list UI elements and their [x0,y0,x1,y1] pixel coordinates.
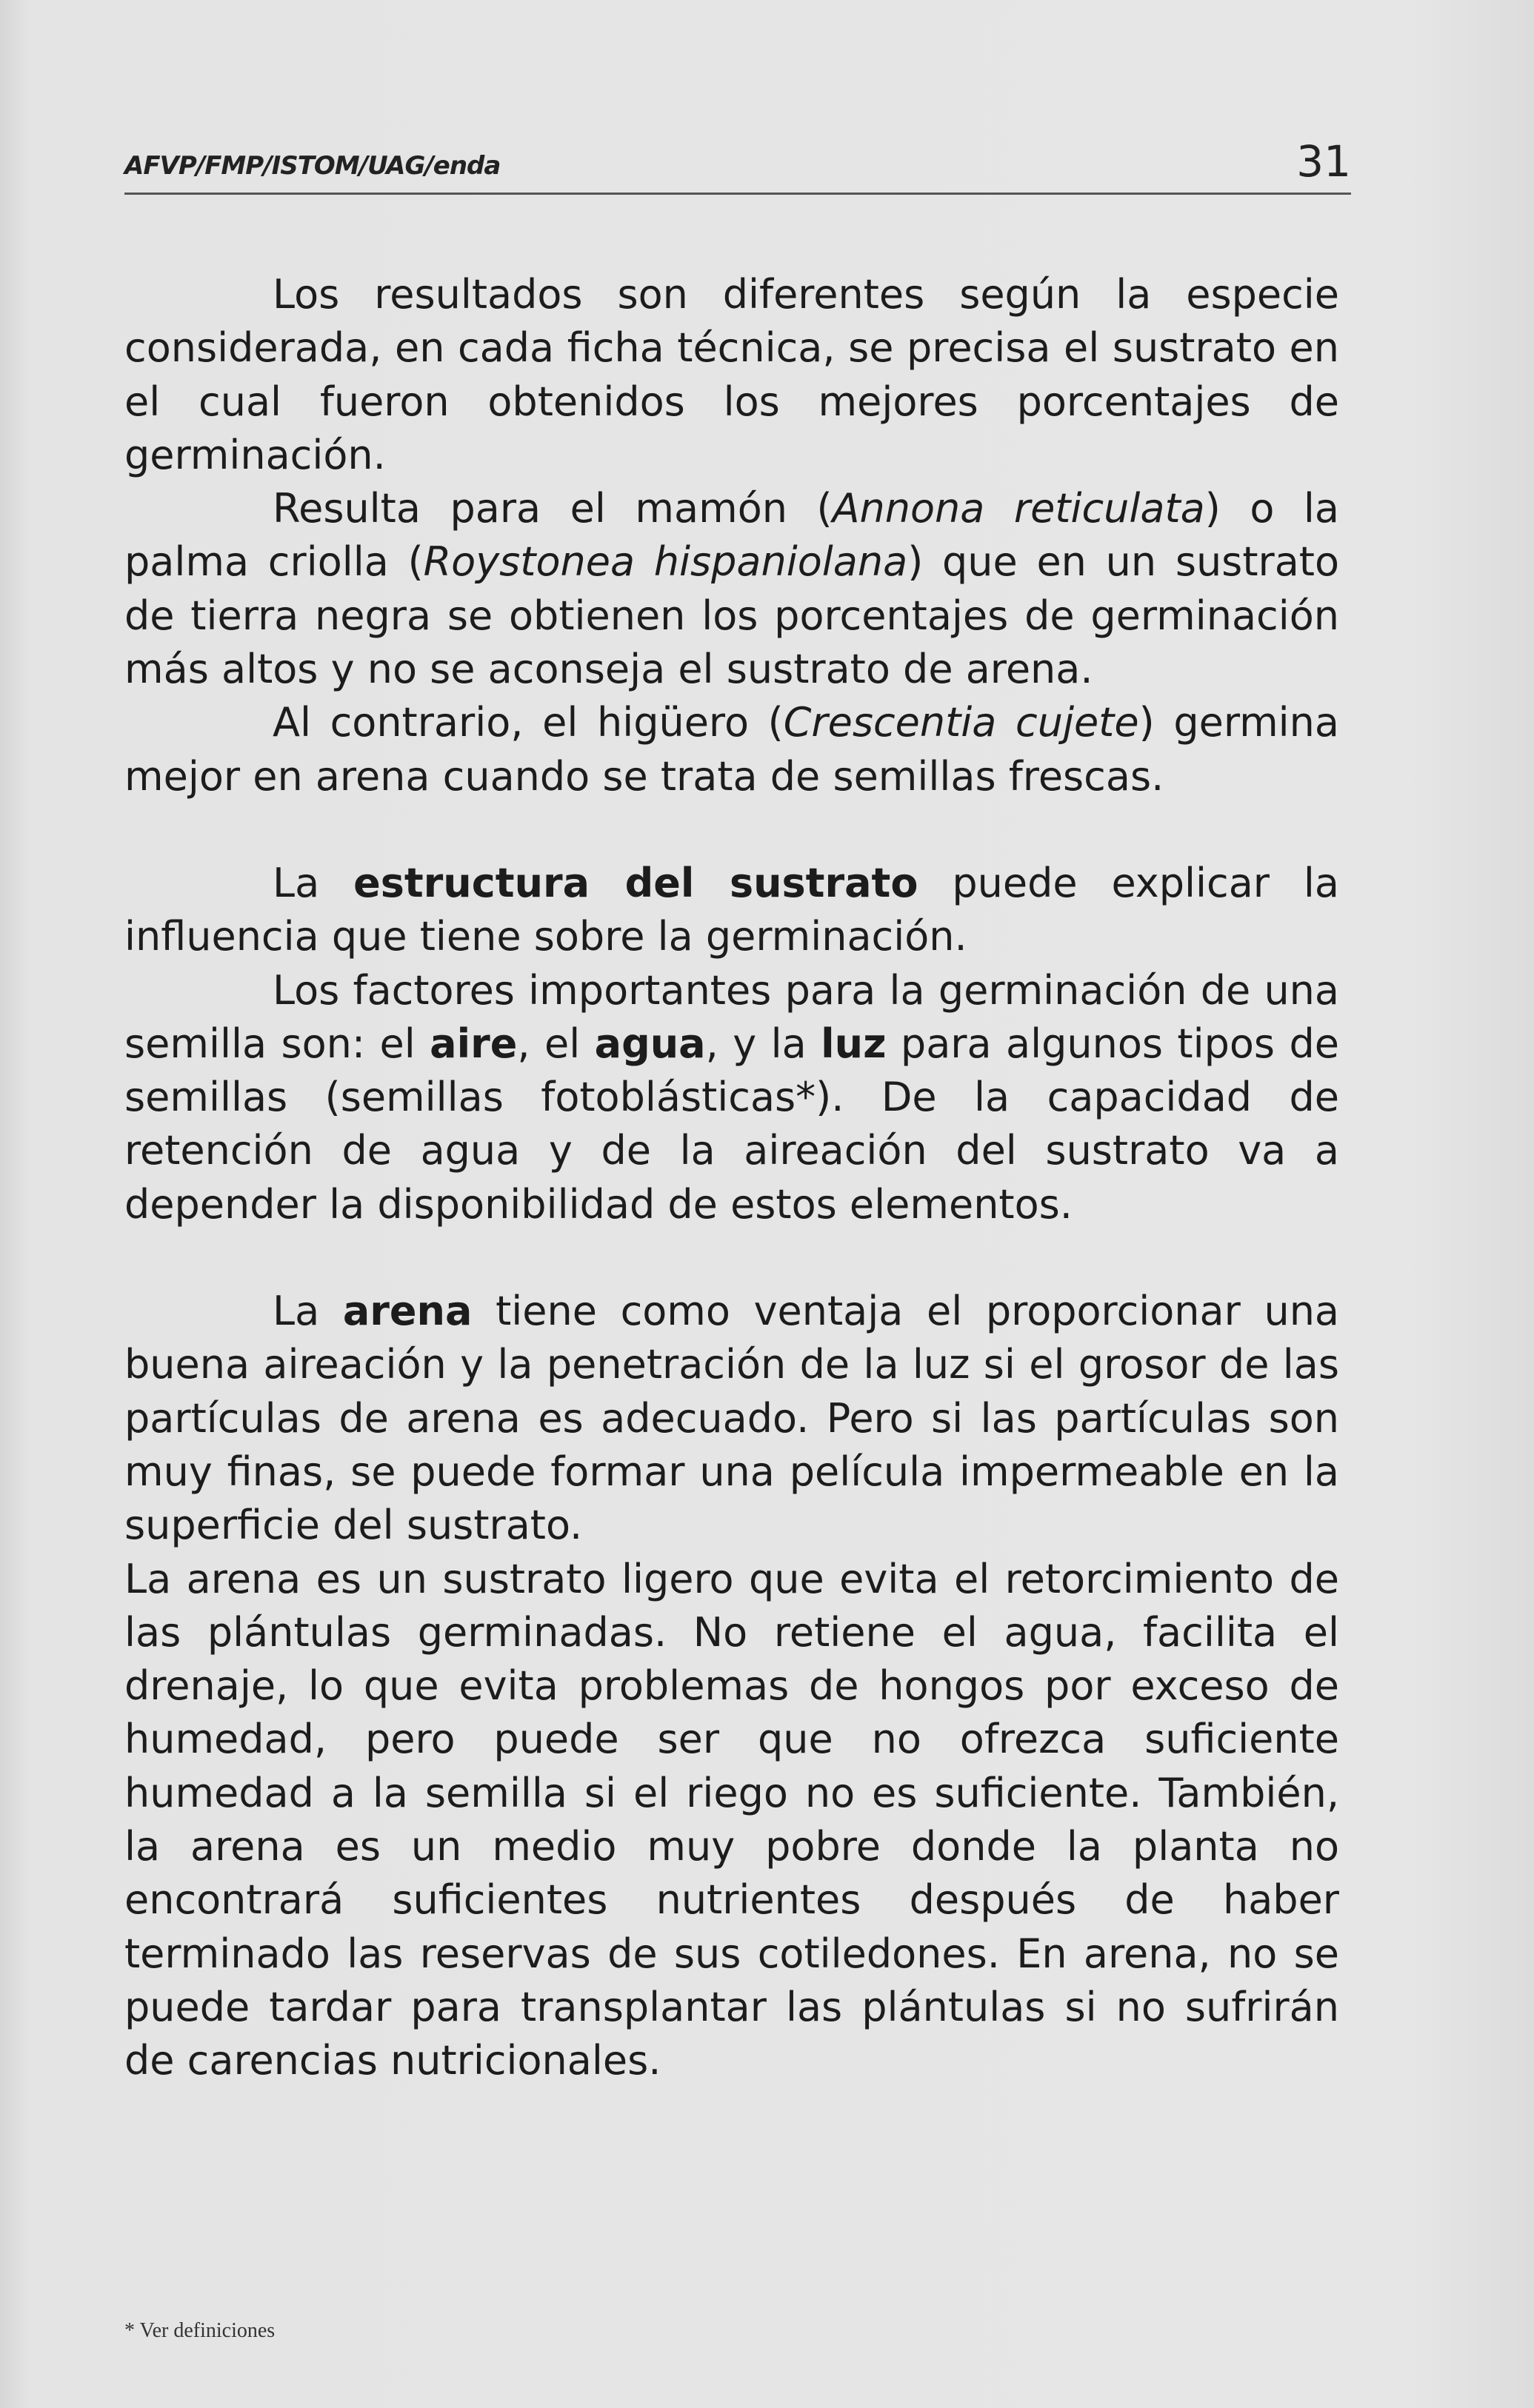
paragraph-arena: La arena tiene como ventaja el proporcionar una buena aireación y la penetración de la luz si el grosor de las partículas de arena es adecuado. Pero si las partículas son muy finas, se puede formar una película impermeable en la superficie del sustrato. [124,1288,1340,1549]
species-roystonea: Roystonea hispaniolana [423,538,908,586]
term-estructura: estructura del sustrato [353,859,918,906]
running-head: AFVP/FMP/ISTOM/UAG/enda [124,151,501,181]
paragraph-mamon: Resulta para el mamón (Annona reticulata) o la palma criolla (Roystonea hispaniolana) que en un sustrato de tierra negra se obtienen los porcentajes de germinación más altos y no se aconseja el sustrato de arena. [124,485,1340,693]
term-aire: aire [430,1020,518,1067]
term-arena: arena [342,1288,473,1335]
page-number: 31 [1296,136,1351,187]
page-header [124,133,1351,195]
term-agua: agua [594,1020,706,1067]
paragraph-factores: Los factores importantes para la germinación de una semilla son: el aire, el agua, y la luz para algunos tipos de semillas (semillas fotoblásticas*). De la capacidad de retención de agua y de la aireación del sustrato va a depender la disponibilidad de estos elementos. [124,966,1339,1228]
term-luz: luz [821,1020,887,1067]
paragraph-estructura: La estructura del sustrato puede explicar la influencia que tiene sobre la germinación. [124,859,1340,960]
paragraph-arena-details: La arena es un sustrato ligero que evita el retorcimiento de las plántulas germinadas. No retiene el agua, facilita el drenaje, lo que evita problemas de hongos por exceso de humedad, pero puede ser que no ofrezca suficiente humedad a la semilla si el riego no es suficiente. También, la arena es un medio muy pobre donde la planta no encontrará suficientes nutrientes después de haber terminado las reservas de sus cotiledones. En arena, no se puede tardar para transplantar las plántulas si no sufrirán de carencias nutricionales. [124,1555,1339,2084]
footnote: * Ver definiciones [124,2319,276,2342]
body-text [124,268,1339,2088]
species-crescentia: Crescentia cujete [783,699,1139,746]
paragraph-results: Los resultados son diferentes según la especie considerada, en cada ficha técnica, se precisa el sustrato en el cual fueron obtenidos los mejores porcentajes de germinación. [124,271,1339,478]
paragraph-higuero: Al contrario, el higüero (Crescentia cujete) germina mejor en arena cuando se trata de semillas frescas. [124,699,1339,800]
species-annona: Annona reticulata [832,485,1205,532]
